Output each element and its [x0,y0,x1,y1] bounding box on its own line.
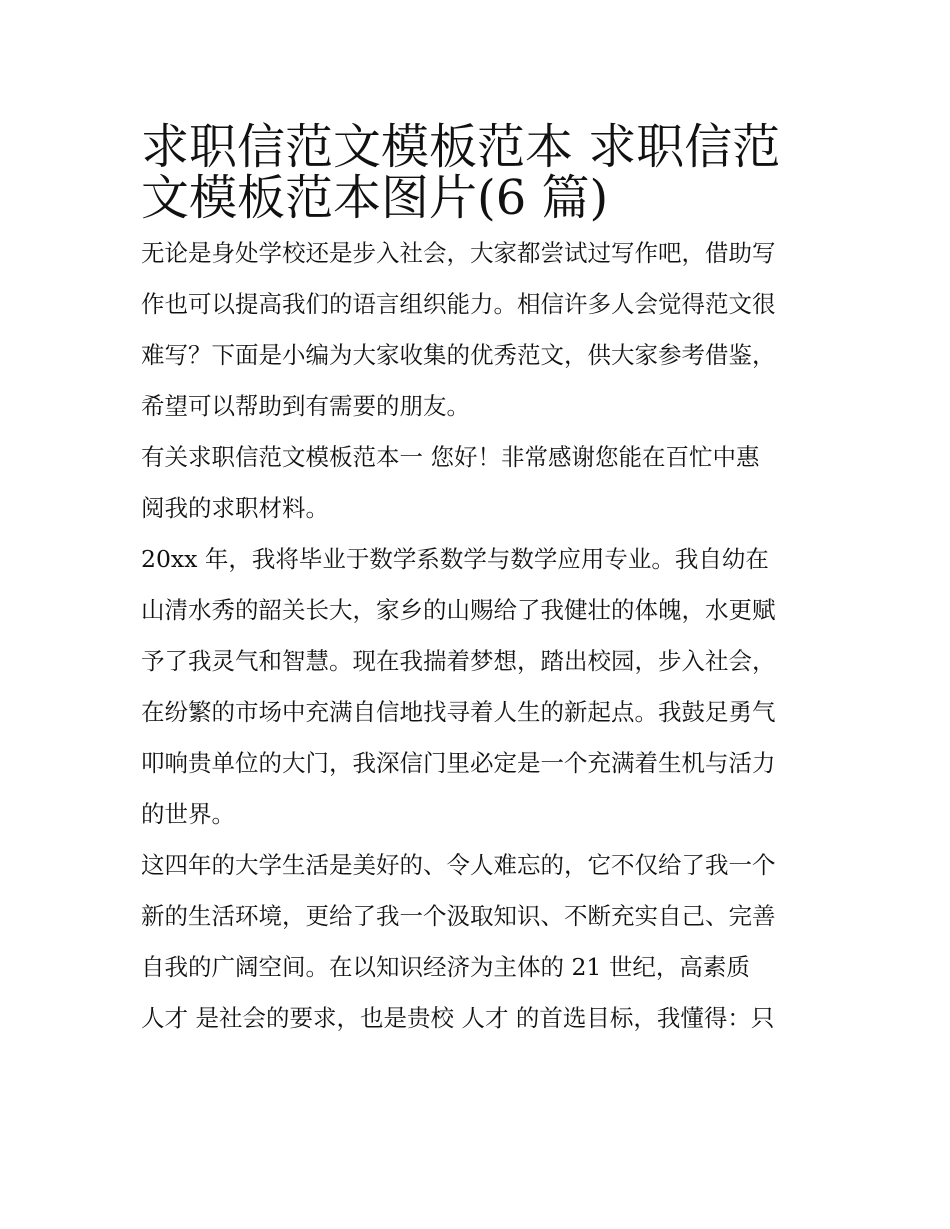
paragraph-line: 予了我灵气和智慧。现在我揣着梦想，踏出校园，步入社会， [141,647,776,675]
paragraph-line: 的世界。 [141,800,235,828]
paragraph-greeting [141,432,813,534]
paragraph-line: 20xx 年，我将毕业于数学系数学与数学应用专业。我自幼在 [141,545,769,573]
paragraph-line: 无论是身处学校还是步入社会，大家都尝试过写作吧，借助写 [141,239,776,267]
paragraph-line: 新的生活环境，更给了我一个汲取知识、不断充实自己、完善 [141,902,776,930]
paragraph-line: 在纷繁的市场中充满自信地找寻着人生的新起点。我鼓足勇气 [141,698,776,726]
title-line-1: 求职信范文模板范本 求职信范 [141,119,781,175]
paragraph-line: 阅我的求职材料。 [141,494,329,522]
paragraph-line: 人才 是社会的要求，也是贵校 人才 的首选目标，我懂得：只 [141,1004,775,1032]
paragraph-line: 山清水秀的韶关长大，家乡的山赐给了我健壮的体魄，水更赋 [141,596,776,624]
paragraph-line: 希望可以帮助到有需要的朋友。 [141,392,470,420]
paragraph-line: 难写？下面是小编为大家收集的优秀范文，供大家参考借鉴， [141,341,776,369]
document-title [141,112,813,226]
paragraph-intro [141,228,813,432]
paragraph-university [141,840,813,1044]
paragraph-line: 自我的广阔空间。在以知识经济为主体的 21 世纪，高素质 [141,953,750,981]
paragraph-background [141,534,813,840]
paragraph-line: 这四年的大学生活是美好的、令人难忘的，它不仅给了我一个 [141,851,776,879]
document-body [141,112,813,1044]
paragraph-line: 有关求职信范文模板范本一 您好！非常感谢您能在百忙中惠 [141,443,760,471]
paragraph-line: 叩响贵单位的大门，我深信门里必定是一个充满着生机与活力 [141,749,776,777]
title-line-2: 文模板范本图片(6 篇) [141,170,609,226]
paragraph-line: 作也可以提高我们的语言组织能力。相信许多人会觉得范文很 [141,290,776,318]
